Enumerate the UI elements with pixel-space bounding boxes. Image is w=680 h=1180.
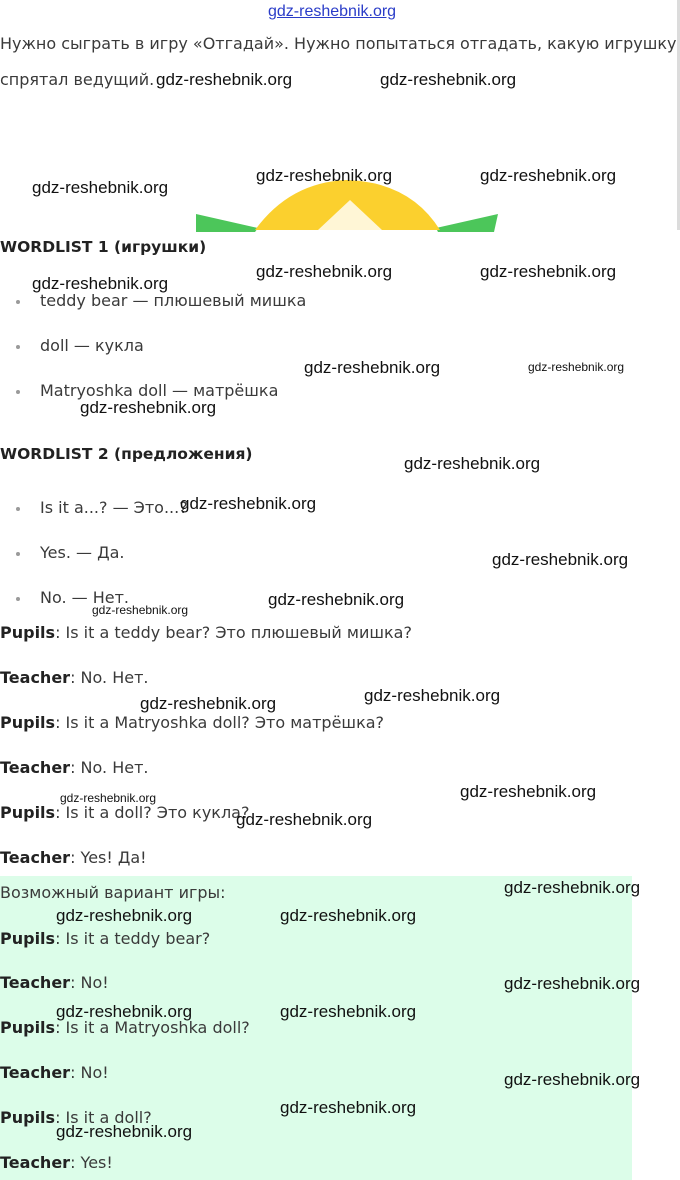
watermark: gdz-reshebnik.org bbox=[256, 166, 393, 185]
watermark: gdz-reshebnik.org bbox=[140, 694, 277, 713]
watermark: gdz-reshebnik.org bbox=[492, 550, 629, 569]
wordlist-1-item: doll — кукла bbox=[40, 336, 144, 355]
speaker: Pupils bbox=[0, 1018, 56, 1037]
watermark: gdz-reshebnik.org bbox=[56, 1122, 193, 1141]
watermark: gdz-reshebnik.org bbox=[504, 974, 641, 993]
utterance: : Is it a doll? bbox=[55, 1108, 152, 1127]
utterance: : No! bbox=[70, 973, 109, 992]
variant-line bbox=[0, 1152, 113, 1174]
watermark: gdz-reshebnik.org bbox=[304, 358, 441, 377]
wordlist-1-title: WORDLIST 1 (игрушки) bbox=[0, 238, 207, 256]
bullet bbox=[16, 552, 20, 556]
intro-line-2: спрятал ведущий. bbox=[0, 70, 155, 89]
watermark: gdz-reshebnik.org bbox=[364, 686, 501, 705]
utterance: : Is it a teddy bear? Это плюшевый мишка? bbox=[55, 623, 412, 642]
variant-line bbox=[0, 928, 210, 950]
utterance: : Is it a teddy bear? bbox=[55, 929, 211, 948]
bullet bbox=[16, 300, 20, 304]
speaker: Pupils bbox=[0, 713, 56, 732]
watermark: gdz-reshebnik.org bbox=[92, 603, 189, 617]
dialogue-line bbox=[0, 757, 148, 779]
wordlist-2-item: Yes. — Да. bbox=[40, 543, 125, 562]
intro-line-1: Нужно сыграть в игру «Отгадай». Нужно попытаться отгадать, какую игрушку bbox=[0, 34, 677, 53]
watermark: gdz-reshebnik.org bbox=[460, 782, 597, 801]
watermark: gdz-reshebnik.org bbox=[156, 70, 293, 89]
watermark: gdz-reshebnik.org bbox=[280, 906, 417, 925]
variant-line bbox=[0, 1062, 109, 1084]
wordlist-1-item: teddy bear — плюшевый мишка bbox=[40, 291, 307, 310]
watermark-top[interactable]: gdz-reshebnik.org bbox=[268, 3, 397, 20]
dialogue-line bbox=[0, 847, 147, 869]
watermark: gdz-reshebnik.org bbox=[256, 262, 393, 281]
speaker: Pupils bbox=[0, 803, 56, 822]
dialogue-line bbox=[0, 712, 384, 734]
watermark: gdz-reshebnik.org bbox=[180, 494, 317, 513]
speaker: Teacher bbox=[0, 848, 71, 867]
utterance: : No! bbox=[70, 1063, 109, 1082]
watermark: gdz-reshebnik.org bbox=[32, 274, 169, 293]
watermark: gdz-reshebnik.org bbox=[56, 906, 193, 925]
watermark: gdz-reshebnik.org bbox=[60, 791, 157, 805]
watermark: gdz-reshebnik.org bbox=[504, 878, 641, 897]
watermark: gdz-reshebnik.org bbox=[504, 1070, 641, 1089]
utterance: : Yes! Да! bbox=[70, 848, 147, 867]
watermark: gdz-reshebnik.org bbox=[32, 178, 169, 197]
wordlist-2-title: WORDLIST 2 (предложения) bbox=[0, 445, 253, 463]
watermark: gdz-reshebnik.org bbox=[80, 398, 217, 417]
grass-left bbox=[196, 214, 258, 232]
utterance: : No. Нет. bbox=[70, 668, 149, 687]
speaker: Teacher bbox=[0, 1063, 71, 1082]
speaker: Teacher bbox=[0, 1153, 71, 1172]
utterance: : Is it a Matryoshka doll? Это матрёшка? bbox=[55, 713, 385, 732]
watermark: gdz-reshebnik.org bbox=[480, 166, 617, 185]
speaker: Pupils bbox=[0, 929, 56, 948]
watermark: gdz-reshebnik.org bbox=[528, 360, 625, 374]
speaker: Pupils bbox=[0, 1108, 56, 1127]
grass-right bbox=[436, 214, 498, 232]
speaker: Pupils bbox=[0, 623, 56, 642]
variant-title: Возможный вариант игры: bbox=[0, 883, 226, 902]
wordlist-2-item: Is it a...? — Это...? bbox=[40, 498, 188, 517]
utterance: : Is it a Matryoshka doll? bbox=[55, 1018, 250, 1037]
bullet bbox=[16, 390, 20, 394]
utterance: : Yes! bbox=[70, 1153, 113, 1172]
utterance: : No. Нет. bbox=[70, 758, 149, 777]
watermark: gdz-reshebnik.org bbox=[236, 810, 373, 829]
watermark: gdz-reshebnik.org bbox=[380, 70, 517, 89]
wordlist-1-item: Matryoshka doll — матрёшка bbox=[40, 381, 279, 400]
speaker: Teacher bbox=[0, 758, 71, 777]
watermark: gdz-reshebnik.org bbox=[280, 1098, 417, 1117]
bullet bbox=[16, 597, 20, 601]
variant-line bbox=[0, 972, 109, 994]
watermark: gdz-reshebnik.org bbox=[404, 454, 541, 473]
dialogue-line bbox=[0, 622, 412, 644]
bullet bbox=[16, 345, 20, 349]
watermark: gdz-reshebnik.org bbox=[280, 1002, 417, 1021]
watermark: gdz-reshebnik.org bbox=[56, 1002, 193, 1021]
utterance: : Is it a doll? Это кукла? bbox=[55, 803, 250, 822]
watermark: gdz-reshebnik.org bbox=[480, 262, 617, 281]
watermark: gdz-reshebnik.org bbox=[268, 590, 405, 609]
bullet bbox=[16, 507, 20, 511]
speaker: Teacher bbox=[0, 668, 71, 687]
dialogue-line bbox=[0, 667, 148, 689]
dialogue-line bbox=[0, 802, 249, 824]
speaker: Teacher bbox=[0, 973, 71, 992]
wordlist-2-item: No. — Нет. bbox=[40, 588, 130, 607]
